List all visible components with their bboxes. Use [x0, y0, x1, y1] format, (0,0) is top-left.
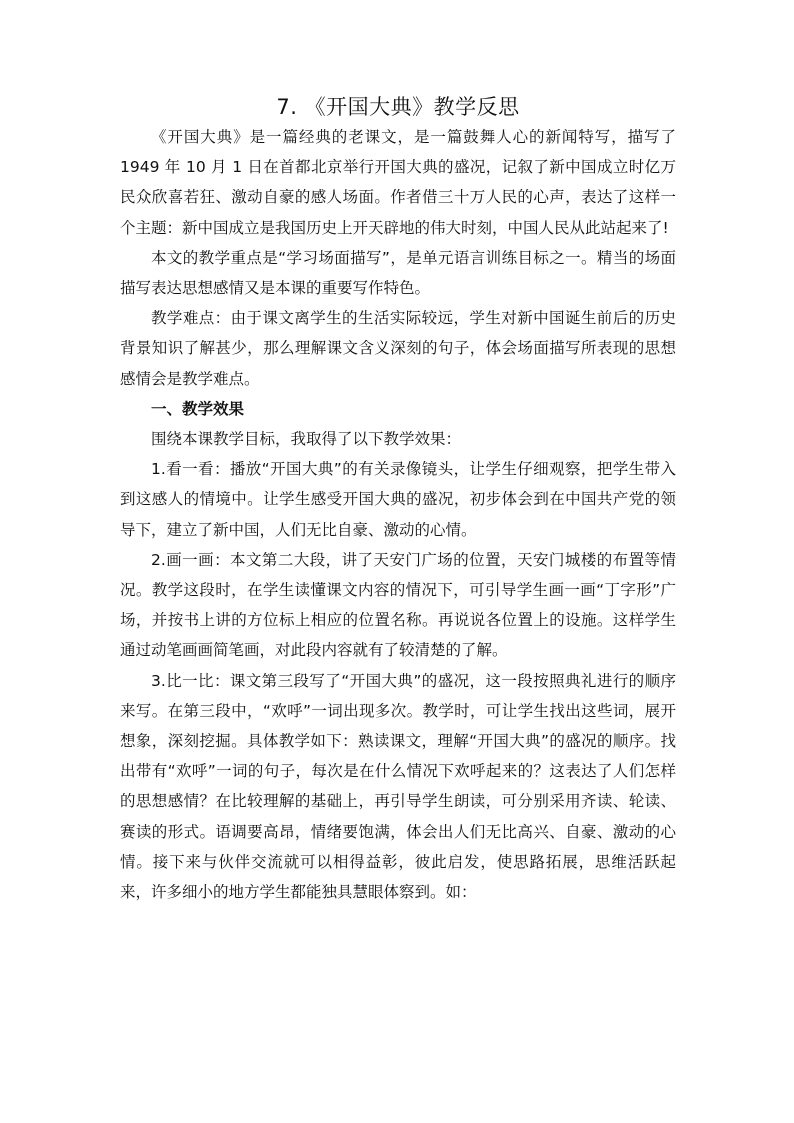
- effect-intro-paragraph: 围绕本课教学目标，我取得了以下教学效果：: [151, 430, 462, 449]
- difficulty-paragraph: 教学难点：由于课文离学生的生活实际较远，学生对新中国诞生前后的历史背景知识了解甚少，那么理解课文含义深刻的句子，体会场面描写所表现的思想感情会是教学难点。: [120, 309, 676, 388]
- intro-paragraph: 《开国大典》是一篇经典的老课文，是一篇鼓舞人心的新闻特写，描写了 1949 年 10 月 1 日在首都北京举行开国大典的盛况，记叙了新中国成立时亿万民众欣喜若狂、激动自豪的感人场面。作者借三十万人民的心声，表达了这样一个主题：新中国成立是我国历史上开天辟地的伟大时刻，中国人民从此站起来了!: [120, 128, 676, 237]
- section-heading-teaching-effect: 一、教学效果: [151, 399, 245, 418]
- effect-item-compare: 3.比一比：课文第三段写了“开国大典”的盛况，这一段按照典礼进行的顺序来写。在第三段中，“欢呼”一词出现多次。教学时，可让学生找出这些词，展开想象，深刻挖掘。具体教学如下：熟读课文，理解“开国大典”的盛况的顺序。找出带有“欢呼”一词的句子，每次是在什么情况下欢呼起来的？这表达了人们怎样的思想感情？在比较理解的基础上，再引导学生朗读，可分别采用齐读、轮读、赛读的形式。语调要高昂，情绪要饱满，体会出人们无比高兴、自豪、激动的心情。接下来与伙伴交流就可以相得益彰，彼此启发，使思路拓展，思维活跃起来，许多细小的地方学生都能独具慧眼体察到。如：: [120, 671, 676, 902]
- effect-item-draw: 2.画一画：本文第二大段，讲了天安门广场的位置，天安门城楼的布置等情况。教学这段时，在学生读懂课文内容的情况下，可引导学生画一画“丁字形”广场，并按书上讲的方位标上相应的位置名称。再说说各位置上的设施。这样学生通过动笔画画简笔画，对此段内容就有了较清楚的了解。: [120, 550, 676, 660]
- focus-paragraph: 本文的教学重点是“学习场面描写”，是单元语言训练目标之一。精当的场面描写表达思想感情又是本课的重要写作特色。: [120, 248, 676, 298]
- document-title: 7. 《开国大典》教学反思: [276, 95, 520, 119]
- effect-item-watch: 1.看一看：播放“开国大典”的有关录像镜头，让学生仔细观察，把学生带入到这感人的情境中。让学生感受开国大典的盛况，初步体会到在中国共产党的领导下，建立了新中国，人们无比自豪、激动的心情。: [120, 460, 676, 539]
